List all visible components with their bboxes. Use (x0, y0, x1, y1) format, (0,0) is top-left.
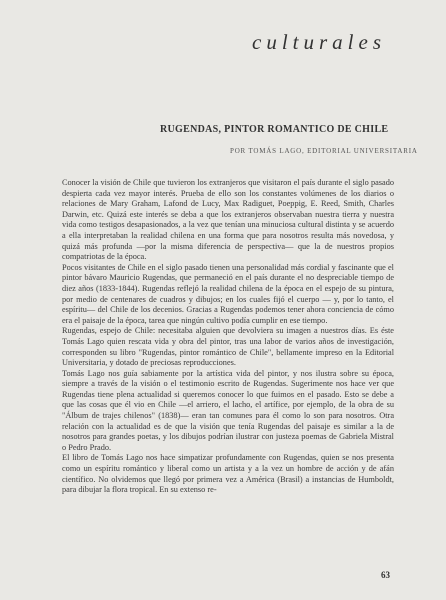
article-byline: POR TOMÁS LAGO, EDITORIAL UNIVERSITARIA (230, 147, 418, 155)
article-title: RUGENDAS, PINTOR ROMANTICO DE CHILE (160, 124, 389, 135)
paragraph: Conocer la visión de Chile que tuvieron los extranjeros que visitaron el país durante el siglo pasado despierta cada vez mayor interés. Prueba de ello son los constantes volúmenes de los diarios o relaciones de Mary Graham, Lafond de Lucy, Max Radiguet, Poeppig, E. Reed, Smith, Charles Darwin, etc. Quizá este interés se deba a que los extranjeros observaban nuestra tierra y nuestra vida como testigos desapasionados, a la vez que tenían una minuciosa cultural distinta y se acuerdo a ella interpretaban la realidad chilena en una forma que para nosotros resulta más novedosa, y quizá más profunda —por la misma diferencia de perspectiva— que la de nuestros propios compatriotas de la época. (62, 178, 394, 262)
paragraph: Rugendas, espejo de Chile: necesitaba alguien que devolviera su imagen a nuestros días. Es éste Tomás Lago quien rescata vida y obra del pintor, tras una labor de varios años de investigación, corresponden su libro "Rugendas, pintor romántico de Chile", bellamente impreso en la Editorial Universitaria, y dotado de preciosas reproducciones. (62, 326, 394, 368)
paragraph: Tomás Lago nos guía sabiamente por la artística vida del pintor, y nos ilustra sobre su época, siempre a través de la visión o el testimonio escrito de Rugendas. Sugerimente nos hace ver que Rugendas tiene plena actualidad si queremos conocer lo que fuimos en el pasado. Esto se debe a que las cosas que él vio en Chile —el arriero, el lacho, el artífice, por ejemplo, de la obra de su "Álbum de trajes chilenos" (1838)— eran tan comunes para él como lo son para nosotros. Otra relación con la actualidad es de que la visión que tenía Rugendas del paisaje es similar a la de nosotros para grandes poetas, y los dibujos podrían ilustrar con justeza poemas de Gabriela Mistral o Pedro Prado. (62, 368, 394, 452)
section-heading: culturales (252, 30, 386, 54)
paragraph: El libro de Tomás Lago nos hace simpatizar profundamente con Rugendas, quien se nos presenta como un espíritu romántico y liberal como un artista y a la vez un hombre de acción y de afán científico. No olvidemos que llegó por primera vez a América (Brasil) a instancias de Humboldt, para dibujar la flora tropical. En su extenso re- (62, 453, 394, 495)
paragraph: Pocos visitantes de Chile en el siglo pasado tienen una personalidad más cordial y fascinante que el pintor bávaro Mauricio Rugendas, que permaneció en el país durante el no despreciable tiempo de diez años (1833-1844). Rugendas reflejó la realidad chilena de la época en el espejo de su pintura, por medio de centenares de cuadros y dibujos; en los cuales fijó el cuerpo — y, por lo tanto, el espíritu— del Chile de los decenios. Gracias a Rugendas podemos tener ahora conciencia de cómo era el paisaje de la época, tarea que ningún cultivo podía cumplir en ese tiempo. (62, 262, 394, 325)
article-body (62, 178, 394, 496)
page-number: 63 (381, 570, 390, 580)
